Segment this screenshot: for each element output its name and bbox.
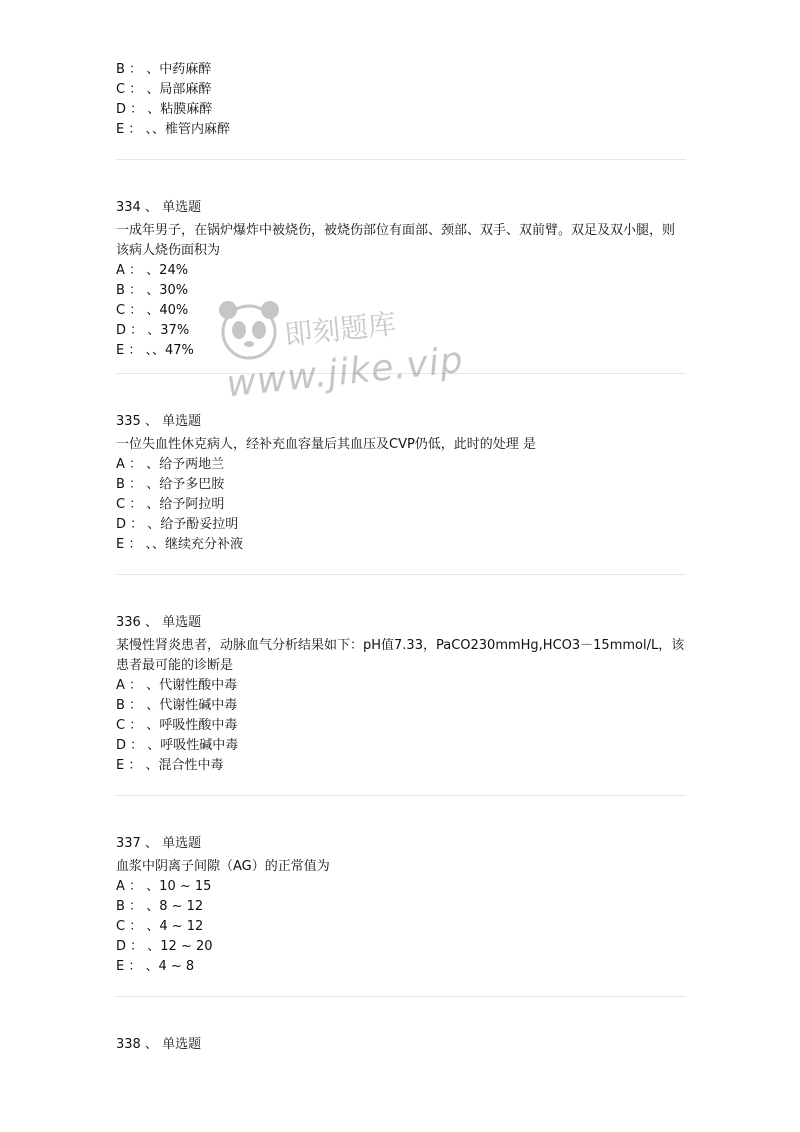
option-line: A ： 、10 ~ 15 bbox=[116, 879, 212, 894]
question-type: 单选题 bbox=[162, 1037, 202, 1052]
question-stem: 某慢性肾炎患者，动脉血气分析结果如下：pH值7.33，PaCO230mmHg,HCO3－15mmol/L，该患者最可能的诊断是 bbox=[116, 638, 685, 673]
option-line: B ： 、中药麻醉 bbox=[116, 62, 212, 77]
watermark-url: www.jike.vip bbox=[224, 339, 466, 406]
question-type: 单选题 bbox=[162, 414, 202, 429]
question-type: 单选题 bbox=[162, 200, 202, 215]
question-number: 338 bbox=[116, 1037, 141, 1052]
option-line: D ： 、呼吸性碱中毒 bbox=[116, 738, 239, 753]
option-line: C ： 、给予阿拉明 bbox=[116, 497, 225, 512]
question-number: 335 bbox=[116, 414, 141, 429]
question-header: 337 、 单选题 bbox=[116, 836, 202, 851]
option-line: D ： 、粘膜麻醉 bbox=[116, 102, 213, 117]
question-stem: 一成年男子，在锅炉爆炸中被烧伤，被烧伤部位有面部、颈部、双手、双前臂。双足及双小腿，则该病人烧伤面积为 bbox=[116, 223, 676, 258]
option-line: B ： 、30% bbox=[116, 283, 189, 298]
question-type: 单选题 bbox=[162, 615, 202, 630]
question-header: 336 、 单选题 bbox=[116, 615, 202, 630]
option-line: C ： 、40% bbox=[116, 303, 189, 318]
question-block bbox=[116, 834, 686, 977]
option-line: E ： 、混合性中毒 bbox=[116, 758, 224, 773]
option-line: D ： 、37% bbox=[116, 323, 190, 338]
option-line: B ： 、给予多巴胺 bbox=[116, 477, 225, 492]
document-page bbox=[116, 60, 686, 1058]
question-block bbox=[116, 198, 686, 361]
question-number: 334 bbox=[116, 200, 141, 215]
question-stem: 血浆中阴离子间隙（AG）的正常值为 bbox=[116, 859, 330, 874]
option-line: A ： 、给予两地兰 bbox=[116, 457, 225, 472]
prev-question-options bbox=[116, 60, 686, 140]
option-line: C ： 、呼吸性酸中毒 bbox=[116, 718, 238, 733]
option-line: C ： 、4 ~ 12 bbox=[116, 919, 204, 934]
option-line: A ： 、代谢性酸中毒 bbox=[116, 678, 238, 693]
question-number: 337 bbox=[116, 836, 141, 851]
question-header: 334 、 单选题 bbox=[116, 200, 202, 215]
option-line: E ： 、、47% bbox=[116, 343, 194, 358]
option-line: D ： 、给予酚妥拉明 bbox=[116, 517, 239, 532]
option-line: E ： 、、继续充分补液 bbox=[116, 537, 243, 552]
option-line: B ： 、8 ~ 12 bbox=[116, 899, 204, 914]
question-block bbox=[116, 412, 686, 555]
option-line: C ： 、局部麻醉 bbox=[116, 82, 212, 97]
option-line: E ： 、、椎管内麻醉 bbox=[116, 122, 230, 137]
question-type: 单选题 bbox=[162, 836, 202, 851]
option-line: D ： 、12 ~ 20 bbox=[116, 939, 213, 954]
question-block bbox=[116, 613, 686, 776]
question-header: 338 、 单选题 bbox=[116, 1037, 202, 1052]
option-line: B ： 、代谢性碱中毒 bbox=[116, 698, 238, 713]
question-header: 335 、 单选题 bbox=[116, 414, 202, 429]
watermark-brand: 即刻题库 bbox=[282, 307, 398, 352]
question-number: 336 bbox=[116, 615, 141, 630]
option-line: A ： 、24% bbox=[116, 263, 189, 278]
option-line: E ： 、4 ~ 8 bbox=[116, 959, 195, 974]
question-stem: 一位失血性休克病人，经补充血容量后其血压及CVP仍低，此时的处理 是 bbox=[116, 437, 536, 452]
